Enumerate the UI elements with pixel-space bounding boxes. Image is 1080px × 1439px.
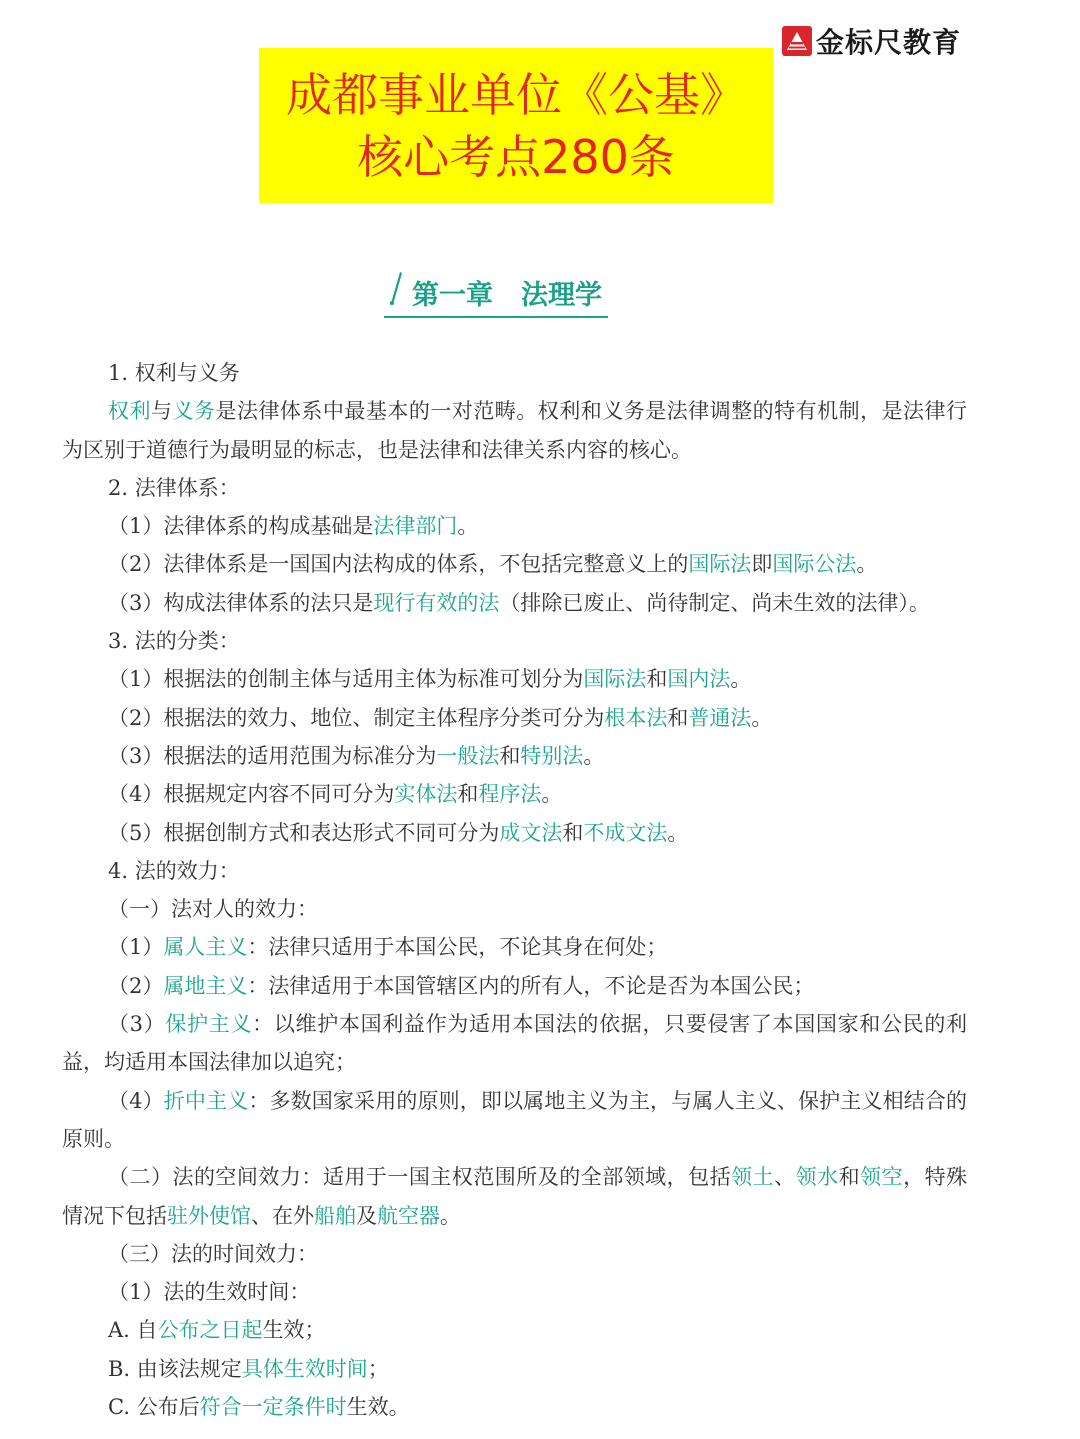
text: A. 自 bbox=[108, 1318, 158, 1343]
list-item bbox=[62, 1311, 967, 1349]
text: （1）法律体系的构成基础是 bbox=[108, 514, 374, 539]
keyword: 法律部门 bbox=[373, 514, 458, 539]
keyword: 现行有效的法 bbox=[373, 590, 500, 615]
text: 和 bbox=[838, 1165, 861, 1190]
text: 生效。 bbox=[346, 1395, 410, 1420]
text: 和 bbox=[646, 667, 668, 692]
keyword: 国际法 bbox=[583, 667, 647, 692]
text: 及 bbox=[356, 1203, 377, 1228]
keyword: 国际法 bbox=[688, 552, 752, 577]
text: （4）根据规定内容不同可分为 bbox=[108, 782, 395, 807]
keyword: 普通法 bbox=[688, 705, 752, 730]
document-body bbox=[62, 354, 967, 1426]
keyword: 程序法 bbox=[478, 782, 542, 807]
text: 即 bbox=[751, 552, 773, 577]
text: 。 bbox=[856, 552, 878, 577]
keyword: 属地主义 bbox=[163, 973, 248, 998]
keyword: 具体生效时间 bbox=[241, 1356, 368, 1381]
text: 生效； bbox=[262, 1318, 326, 1343]
list-item: （1）法的生效时间： bbox=[108, 1280, 311, 1305]
keyword: 权利 bbox=[108, 399, 151, 424]
text: ； bbox=[367, 1356, 389, 1381]
list-item bbox=[62, 660, 967, 698]
text: 与 bbox=[150, 399, 173, 424]
keyword: 船舶 bbox=[314, 1203, 356, 1228]
keyword: 义务 bbox=[172, 399, 216, 424]
keyword: 折中主义 bbox=[163, 1088, 249, 1113]
keyword: 根本法 bbox=[604, 705, 668, 730]
text: （4） bbox=[108, 1088, 164, 1113]
keyword: 实体法 bbox=[394, 782, 458, 807]
text: 。 bbox=[541, 782, 563, 807]
text: ，特殊情况下包括 bbox=[62, 1165, 968, 1228]
section-heading: 4. 法的效力： bbox=[108, 858, 240, 883]
list-item bbox=[62, 1005, 967, 1082]
pen-icon bbox=[386, 270, 404, 315]
text: ：法律只适用于本国公民，不论其身在何处； bbox=[247, 935, 668, 960]
keyword: 驻外使馆 bbox=[167, 1203, 251, 1228]
keyword: 国际公法 bbox=[772, 552, 857, 577]
section-heading: 2. 法律体系： bbox=[108, 475, 240, 500]
text: 。 bbox=[440, 1203, 461, 1228]
list-item bbox=[62, 545, 967, 583]
brand-logo bbox=[782, 24, 961, 58]
keyword: 国内法 bbox=[667, 667, 731, 692]
list-item bbox=[62, 1388, 967, 1426]
banner-title-line2: 核心考点280条 bbox=[357, 129, 675, 184]
text: （1）根据法的创制主体与适用主体为标准可划分为 bbox=[108, 667, 584, 692]
text: （排除已废止、尚待制定、尚未生效的法律）。 bbox=[499, 590, 930, 615]
keyword: 领土 bbox=[731, 1165, 775, 1190]
paragraph bbox=[62, 392, 967, 469]
text: 。 bbox=[667, 820, 689, 845]
text: ：多数国家采用的原则，即以属地主义为主，与属人主义、保护主义相结合的原则。 bbox=[62, 1088, 967, 1151]
text: ：以维护本国利益作为适用本国法的依据，只要侵害了本国国家和公民的利益，均适用本国法律加以追究； bbox=[62, 1012, 967, 1075]
text: 和 bbox=[457, 782, 479, 807]
banner-title-line1: 成都事业单位《公基》 bbox=[286, 67, 746, 122]
keyword: 领空 bbox=[860, 1165, 904, 1190]
text: 。 bbox=[751, 705, 773, 730]
text: ：法律适用于本国管辖区内的所有人，不论是否为本国公民； bbox=[247, 973, 815, 998]
text: B. 由该法规定 bbox=[108, 1356, 242, 1381]
text: （二）法的空间效力：适用于一国主权范围所及的全部领域，包括 bbox=[108, 1165, 732, 1190]
keyword: 成文法 bbox=[499, 820, 563, 845]
chapter-number: 第一章 bbox=[412, 279, 493, 311]
text: 。 bbox=[457, 514, 479, 539]
keyword: 特别法 bbox=[520, 743, 584, 768]
text: （2） bbox=[108, 973, 164, 998]
subheading-paragraph bbox=[62, 1158, 967, 1235]
text: （3）构成法律体系的法只是 bbox=[108, 590, 374, 615]
text: （2）法律体系是一国国内法构成的体系，不包括完整意义上的 bbox=[108, 552, 689, 577]
text: （3） bbox=[108, 1012, 166, 1037]
text: 和 bbox=[562, 820, 584, 845]
keyword: 公布之日起 bbox=[157, 1318, 263, 1343]
logo-mountain-icon bbox=[782, 26, 812, 56]
text: （5）根据创制方式和表达形式不同可分为 bbox=[108, 820, 500, 845]
text: （2）根据法的效力、地位、制定主体程序分类可分为 bbox=[108, 705, 605, 730]
keyword: 符合一定条件时 bbox=[199, 1395, 347, 1420]
text: 和 bbox=[499, 743, 521, 768]
logo-text: 金标尺教育 bbox=[816, 26, 962, 59]
title-banner bbox=[259, 48, 773, 203]
keyword: 属人主义 bbox=[163, 935, 248, 960]
text: 、 bbox=[774, 1165, 796, 1190]
list-item bbox=[62, 967, 967, 1005]
keyword: 航空器 bbox=[377, 1203, 440, 1228]
keyword: 领水 bbox=[795, 1165, 839, 1190]
text: 。 bbox=[730, 667, 752, 692]
subheading: （三）法的时间效力： bbox=[108, 1241, 318, 1266]
keyword: 保护主义 bbox=[165, 1012, 253, 1037]
text: （3）根据法的适用范围为标准分为 bbox=[108, 743, 437, 768]
text: 是法律体系中最基本的一对范畴。权利和义务是法律调整的特有机制，是法律行为区别于道德行为最明显的标志，也是法律和法律关系内容的核心。 bbox=[62, 399, 968, 462]
text: C. 公布后 bbox=[108, 1395, 200, 1420]
list-item bbox=[62, 1082, 967, 1159]
text: 、在外 bbox=[251, 1203, 314, 1228]
list-item bbox=[62, 737, 967, 775]
chapter-heading bbox=[384, 268, 608, 318]
list-item bbox=[62, 814, 967, 852]
list-item bbox=[62, 928, 967, 966]
list-item bbox=[62, 775, 967, 813]
section-heading: 3. 法的分类： bbox=[108, 629, 240, 654]
list-item bbox=[62, 507, 967, 545]
text: 。 bbox=[583, 743, 605, 768]
keyword: 不成文法 bbox=[583, 820, 668, 845]
keyword: 一般法 bbox=[436, 743, 500, 768]
list-item bbox=[62, 699, 967, 737]
list-item bbox=[62, 584, 967, 622]
text: 和 bbox=[667, 705, 689, 730]
chapter-title: 法理学 bbox=[521, 279, 602, 311]
list-item bbox=[62, 1350, 967, 1388]
subheading: （一）法对人的效力： bbox=[108, 897, 318, 922]
text: （1） bbox=[108, 935, 164, 960]
section-heading: 1. 权利与义务 bbox=[108, 361, 240, 385]
